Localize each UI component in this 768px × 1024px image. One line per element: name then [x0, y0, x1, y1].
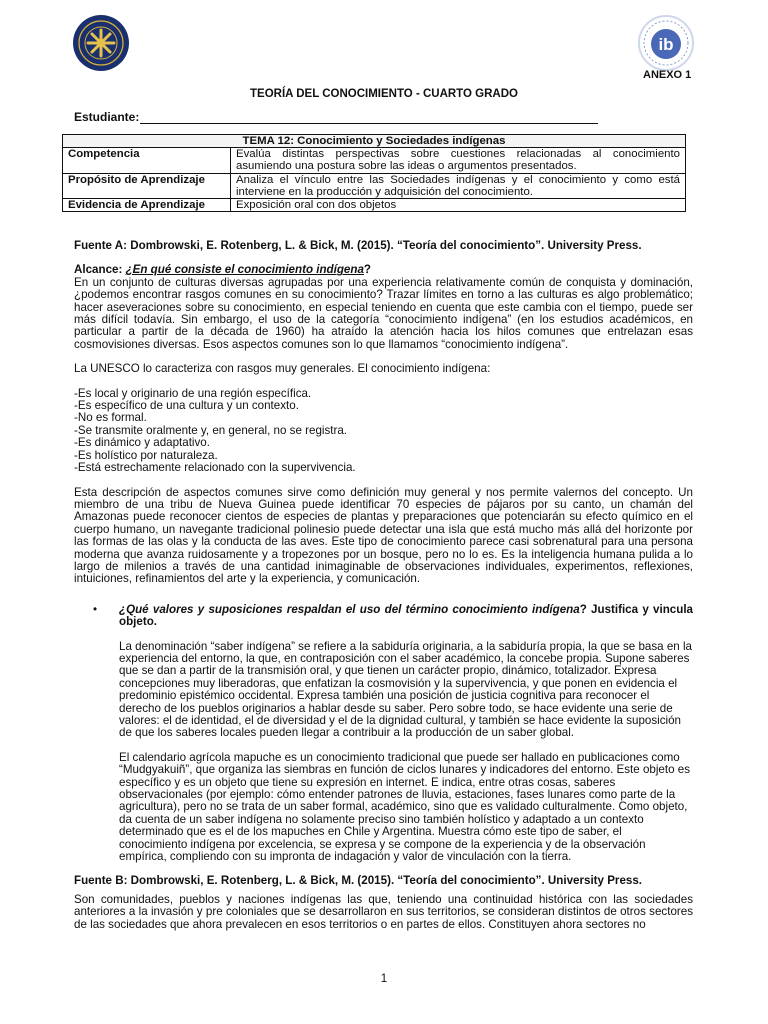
source-a-paragraph-3: Esta descripción de aspectos comunes sirve como definición muy general y nos permite valernos del concepto. Un miembro de una tribu de Nueva Guinea puede identificar 70 especies de pájaros por su canto, un chamán del Amazonas puede reconocer cientos de especies de plantas y preparaciones que potenciarán su efecto químico en el cuerpo humano, un navegante tradicional polinesio puede detectar una isla que está mucho más allá del horizonte por las formas de las olas y la conducta de las aves. Este tipo de conocimiento parece casi sobrenatural para una persona moderna que avanza ruidosamente y a tropezones por un bosque, pero no lo es. Es la inteligencia humana pulida a lo largo de milenios a través de una cantidad inimaginable de observaciones individuales, experimentos, reflexiones, intuiciones, refinamientos del arte y la experiencia, y comunicación. [74, 485, 693, 586]
table-row [63, 173, 686, 198]
question-text [119, 604, 693, 629]
source-a-paragraph-2: La UNESCO lo caracteriza con rasgos muy generales. El conocimiento indígena: [74, 362, 491, 376]
list-item: -Es holístico por naturaleza. [74, 448, 218, 462]
document-title: TEORÍA DEL CONOCIMIENTO - CUARTO GRADO [250, 88, 518, 100]
table-header-row [63, 135, 686, 148]
student-label: Estudiante: [74, 110, 140, 124]
question-italic: ¿Qué valores y suposiciones respaldan el uso del término conocimiento indígena [119, 602, 580, 616]
list-item: -Está estrechamente relacionado con la supervivencia. [74, 461, 356, 475]
topic-info-table [62, 134, 686, 212]
scope-question-mark: ? [363, 263, 372, 277]
topic-heading: TEMA 12: Conocimiento y Sociedades indígenas [63, 135, 686, 148]
table-row [63, 148, 686, 173]
question-bullet-item [74, 604, 693, 629]
list-item: -Es dinámico y adaptativo. [74, 436, 210, 450]
student-name-blank[interactable] [140, 123, 598, 124]
row-label-competencia: Competencia [63, 148, 231, 173]
page-number: 1 [380, 973, 388, 985]
ib-logo [637, 14, 695, 72]
scope-question: ¿En qué consiste el conocimiento indígena [125, 263, 364, 277]
answer-block [74, 641, 693, 864]
row-value-evidencia: Exposición oral con dos objetos [231, 199, 686, 212]
source-b-paragraph-1: Son comunidades, pueblos y naciones indígenas las que, teniendo una continuidad histórica con las sociedades anteriores a la invasión y pre coloniales que se desarrollaron en sus territorios, se consideran distintos de otros sectores de las sociedades que ahora prevalecen en esos territorios o en partes de ellos. Constituyen ahora sectores no [74, 892, 693, 931]
answer-paragraph-1: La denominación “saber indígena” se refiere a la sabiduría originaria, a la sabiduría propia, la que se basa en la experiencia del entorno, la que, en contraposición con el saber académico, la concebe propia. Supone saberes que se dan a partir de la transmisión oral, y que tienen un carácter propio, dinámico, totalizador. Expresa concepciones muy liberadoras, que enfatizan la cosmovisión y la supervivencia, y que ponen en evidencia el predominio epistémico occidental. Expresa también una posición de justicia cognitiva para reconocer el derecho de los pueblos originarios a hablar desde su saber. Pero sobre todo, se hace evidente una serie de valores: el de identidad, el de diversidad y el de la dignidad cultural, y también se hace evidente la suposición de que los saberes locales pueden llegar a contribuir a la producción de un saber global. [119, 639, 692, 740]
question-rest: ? Justifica y vincula objeto. [119, 602, 693, 629]
row-value-proposito: Analiza el vínculo entre las Sociedades indígenas y el conocimiento y como está interviene en la producción y adquisición del conocimiento. [231, 173, 686, 198]
row-label-proposito: Propósito de Aprendizaje [63, 173, 231, 198]
list-item: -Se transmite oralmente y, en general, no se registra. [74, 423, 348, 437]
row-label-evidencia: Evidencia de Aprendizaje [63, 199, 231, 212]
source-a-citation: Fuente A: Dombrowski, E. Rotenberg, L. & Bick, M. (2015). “Teoría del conocimiento”. University Press. [74, 239, 642, 252]
list-item: -Es local y originario de una región específica. [74, 386, 312, 400]
list-item: -No es formal. [74, 411, 147, 425]
list-item: -Es específico de una cultura y un contexto. [74, 399, 299, 413]
source-b-citation: Fuente B: Dombrowski, E. Rotenberg, L. & Bick, M. (2015). “Teoría del conocimiento”. University Press. [74, 874, 643, 888]
table-row [63, 199, 686, 212]
answer-paragraph-2: El calendario agrícola mapuche es un conocimiento tradicional que puede ser hallado en publicaciones como “Mudgyakuiñ”, que organiza las siembras en función de ciclos lunares y indicadores del entorno. Este objeto es específico y es un objeto que tiene su expresión en internet. E indica, entre otras cosas, saberes observacionales (por ejemplo: cómo entender patrones de lluvia, estaciones, fases lunares como parte de la agricultura), pero no se trata de un saber formal, académico, sino que es validado culturalmente. Como objeto, da cuenta de un saber indígena no solamente preciso sino también holístico y adaptado a un contexto determinado que es el de los mapuches en Chile y Argentina. Muestra cómo este tipo de saber, el conocimiento indígena por excelencia, se expresa y se compone de la experiencia y de la observación empírica, compliendo con su impronta de indagación y valor de vinculación con la tierra. [119, 750, 690, 864]
traits-list [74, 388, 693, 475]
document-body [74, 240, 693, 931]
annex-label: ANEXO 1 [643, 69, 692, 81]
institution-seal-logo [72, 14, 130, 72]
ib-logo-text: ib [658, 35, 674, 54]
bullet-icon: • [93, 602, 98, 616]
source-a-paragraph-1: En un conjunto de culturas diversas agrupadas por una experiencia relativamente común de conquista y dominación, ¿podemos encontrar rasgos comunes en su conocimiento? Trazar límites en torno a las culturas es algo problemático; hacer aseveraciones sobre su conocimiento, en especial teniendo en cuenta que este cambia con el tiempo, puede ser más difícil todavía. Sin embargo, el uso de la categoría “conocimiento indígena” (en los estudios académicos, en particular a partir de la década de 1960) ha atraído la atención hacia los hilos comunes que entrelazan esas cosmovisiones diversas. Esos aspectos comunes son lo que llamamos “conocimiento indígena”. [74, 275, 693, 351]
row-value-competencia: Evalúa distintas perspectivas sobre cuestiones relacionadas al conocimiento asumiendo una postura sobre las ideas o argumentos presentados. [231, 148, 686, 173]
scope-label: Alcance: [74, 263, 126, 277]
scope-line [74, 264, 693, 276]
